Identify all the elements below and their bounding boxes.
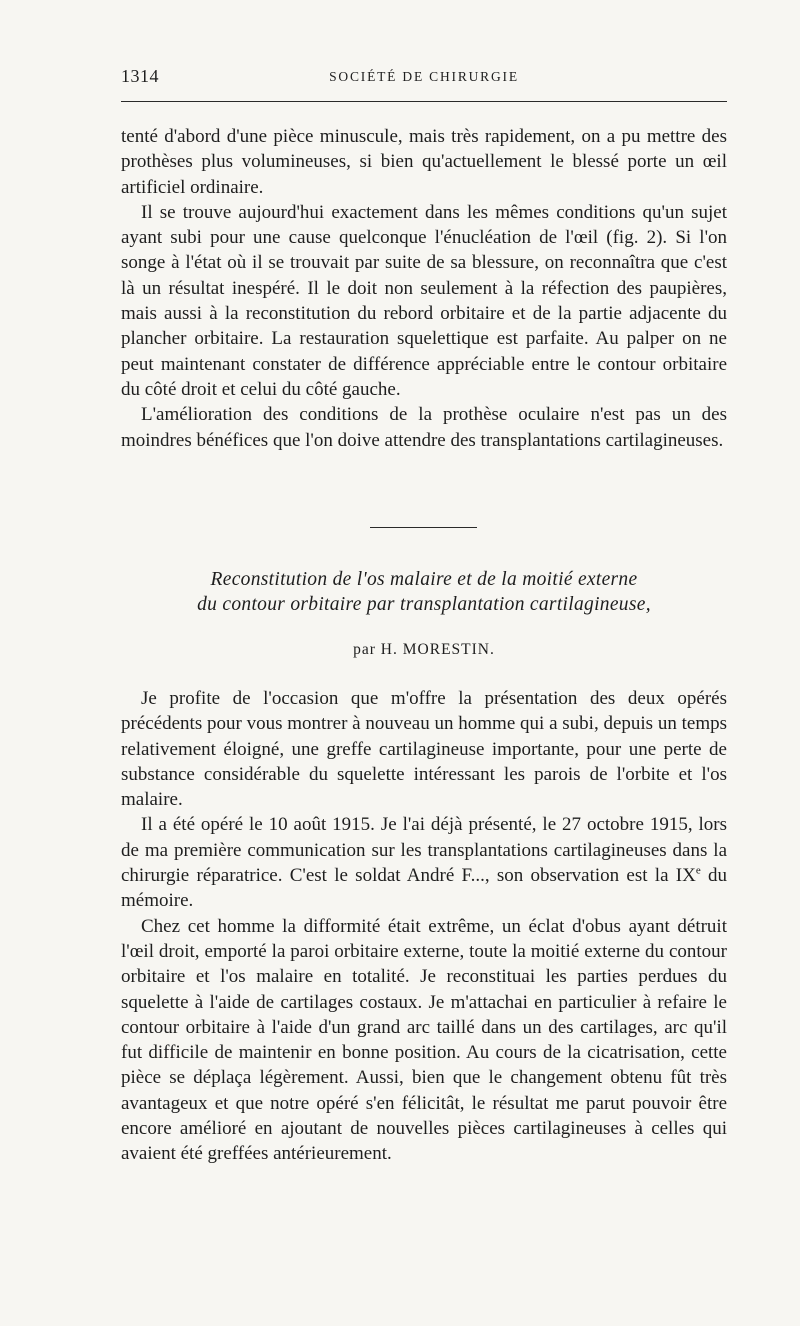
paragraph: Chez cet homme la difformité était extrême, un éclat d'obus ayant détruit l'œil droit, emporté la paroi orbitaire externe, toute la moitié externe du contour orbitaire et l'os malaire en totalité. Je reconstituai les parties perdues du squelette à l'aide de cartilages costaux. Je m'attachai en particulier à refaire le contour orbitaire à l'aide d'un grand arc taillé dans un des cartilages, arc qu'il fut difficile de maintenir en bonne position. Au cours de la cicatrisation, cette pièce se déplaça légèrement. Aussi, bien que le changement obtenu fût très avantageux et que notre opéré s'en félicitât, le résultat me parut pouvoir être encore amélioré en ajoutant de nouvelles pièces cartilagineuses à celles qui avaient été greffées antérieurement. bbox=[121, 915, 727, 1165]
section-divider bbox=[370, 527, 477, 528]
article-author: par H. MORESTIN. bbox=[353, 641, 495, 658]
header-rule bbox=[121, 101, 727, 102]
text-block-article bbox=[121, 686, 727, 1167]
article-title-line: du contour orbitaire par transplantation cartilagineuse, bbox=[197, 594, 651, 615]
article-title bbox=[121, 567, 727, 617]
paragraph-tail: du mémoire. bbox=[121, 865, 728, 912]
article-title-line: Reconstitution de l'os malaire et de la moitié externe bbox=[210, 569, 638, 590]
paragraph: tenté d'abord d'une pièce minuscule, mais très rapidement, on a pu mettre des prothèses plus volumineuses, si bien qu'actuellement le blessé porte un œil artificiel ordinaire. bbox=[121, 126, 727, 198]
paragraph bbox=[121, 812, 727, 913]
running-head: SOCIÉTÉ DE CHIRURGIE bbox=[329, 69, 519, 84]
paragraph: L'amélioration des conditions de la prothèse oculaire n'est pas un des moindres bénéfices que l'on doive attendre des transplantations cartilagineuses. bbox=[121, 404, 727, 451]
text-block-continuation bbox=[121, 124, 727, 453]
page-header bbox=[121, 66, 727, 90]
paragraph: Il se trouve aujourd'hui exactement dans les mêmes conditions qu'un sujet ayant subi pour une cause quelconque l'énucléation de l'œil (fig. 2). Si l'on songe à l'état où il se trouvait par suite de sa blessure, on reconnaîtra que c'est là un résultat inespéré. Il le doit non seulement à la réfection des paupières, mais aussi à la reconstitution du rebord orbitaire et de la partie adjacente du plancher orbitaire. La restauration squelettique est parfaite. Au palper on ne peut maintenant constater de différence appréciable entre le contour orbitaire du côté droit et celui du côté gauche. bbox=[121, 201, 727, 400]
page-number: 1314 bbox=[121, 66, 159, 86]
paragraph-text: Il a été opéré le 10 août 1915. Je l'ai déjà présenté, le 27 octobre 1915, lors de ma première communication sur les transplantations cartilagineuses dans la chirurgie réparatrice. C'est le soldat André F..., son observation est la IX bbox=[121, 814, 727, 887]
paragraph: Je profite de l'occasion que m'offre la présentation des deux opérés précédents pour vous montrer à nouveau un homme qui a subi, depuis un temps relativement éloigné, une greffe cartilagineuse importante, pour une perte de substance considérable du squelette intéressant les parois de l'orbite et l'os malaire. bbox=[121, 688, 727, 811]
superscript: e bbox=[695, 864, 701, 877]
